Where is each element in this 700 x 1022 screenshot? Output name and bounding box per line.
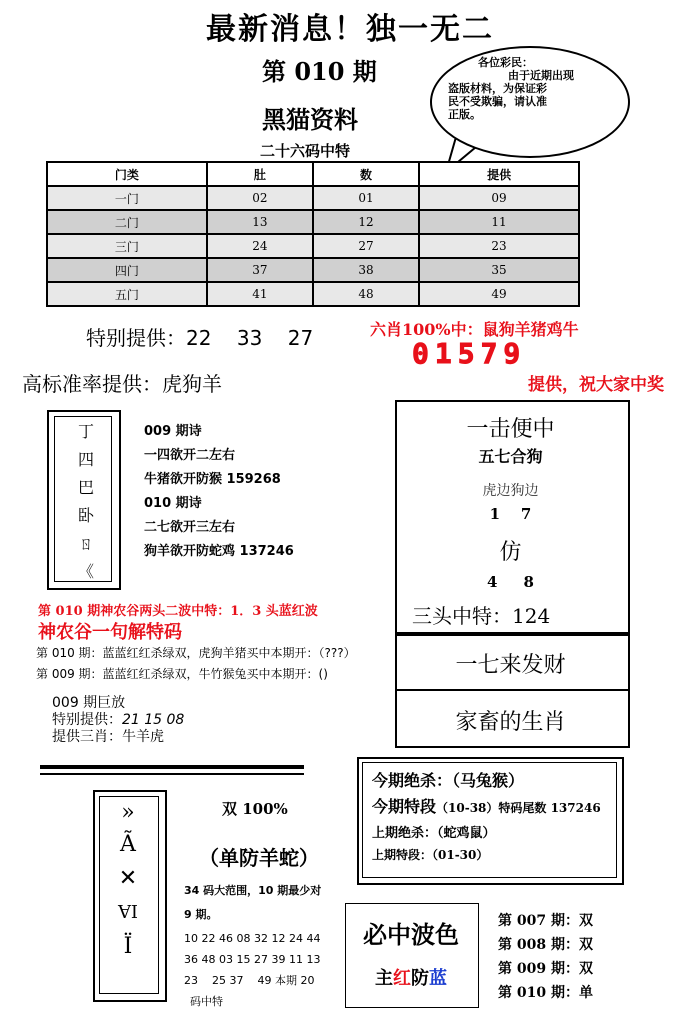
table-cell: 41 bbox=[207, 282, 313, 306]
history-item: 第 008 期：双 bbox=[498, 937, 593, 953]
big-release-line: 提供三肖：牛羊虎 bbox=[52, 729, 164, 745]
notice-line: 正版。 bbox=[448, 108, 481, 121]
shennong-headline: 第 010 期神农谷两头二波中特：1．3 头蓝红波 bbox=[38, 604, 318, 619]
symbol-glyph: » bbox=[121, 800, 135, 825]
table-cell: 23 bbox=[419, 234, 579, 258]
big-release-line bbox=[52, 712, 184, 729]
symbol-glyph: Ï bbox=[123, 934, 133, 959]
table-header-row bbox=[47, 162, 579, 186]
table-cell: 11 bbox=[419, 210, 579, 234]
shennong-title: 神农谷一句解特码 bbox=[38, 622, 182, 643]
poem-line: 010 期诗 bbox=[144, 496, 202, 511]
shennong-history: 第 010 期：蓝蓝红红杀绿双，虎狗羊猪买中本期开：（???） bbox=[36, 646, 356, 660]
table-cell: 三门 bbox=[47, 234, 207, 258]
big-release bbox=[52, 695, 184, 746]
table-header: 数 bbox=[313, 162, 419, 186]
poem-text bbox=[144, 420, 294, 564]
prediction-numbers: 4 8 bbox=[487, 573, 534, 591]
wave-fang: 防 bbox=[411, 968, 429, 989]
range-text: 9 期。 bbox=[184, 908, 218, 921]
notice-line: 盗版材料，为保证彩 bbox=[448, 82, 547, 95]
page-title: 最新消息！独一无二 bbox=[206, 12, 494, 47]
special-offer bbox=[86, 322, 313, 351]
prediction-line: 五七合狗 bbox=[478, 447, 543, 466]
glyph: 《 bbox=[77, 562, 94, 581]
featured-number: 01579 bbox=[412, 337, 527, 370]
table-row bbox=[47, 282, 579, 306]
range-text: 34 码大范围，10 期最少对 bbox=[184, 884, 322, 897]
table-cell: 一门 bbox=[47, 186, 207, 210]
number-table bbox=[46, 161, 580, 307]
kill-segment-detail: （10-38）特码尾数 137246 bbox=[436, 801, 601, 815]
kill-previous: 上期绝杀：（蛇鸡鼠） bbox=[372, 826, 496, 841]
lucky-text: 一七来发财 bbox=[455, 653, 566, 678]
prediction-line: 虎边狗边 bbox=[482, 483, 539, 499]
poem-line: 二七欲开三左右 bbox=[144, 520, 236, 535]
six-zodiac-pick: 六肖100%中：鼠狗羊猪鸡牛 bbox=[370, 320, 579, 339]
special-values: 22 33 27 bbox=[186, 326, 314, 350]
number-list bbox=[184, 928, 320, 1012]
table-cell: 二门 bbox=[47, 210, 207, 234]
table-cell: 24 bbox=[207, 234, 313, 258]
kill-previous-segment: 上期特段：（01-30） bbox=[372, 848, 489, 862]
table-cell: 01 bbox=[313, 186, 419, 210]
poem-glyph-column bbox=[76, 418, 96, 586]
glyph: ㄖ bbox=[77, 534, 94, 553]
table-caption: 二十六码中特 bbox=[260, 142, 351, 160]
table-cell: 12 bbox=[313, 210, 419, 234]
symbol-glyph: ✕ bbox=[118, 866, 138, 891]
table-row bbox=[47, 234, 579, 258]
special-label: 特别提供： bbox=[86, 326, 186, 350]
table-cell: 38 bbox=[313, 258, 419, 282]
double-pick: 双 100% bbox=[222, 800, 288, 818]
table-cell: 四门 bbox=[47, 258, 207, 282]
glyph: 巴 bbox=[77, 478, 94, 497]
prediction-fang: 仿 bbox=[499, 540, 522, 565]
glyph: 卧 bbox=[77, 506, 94, 525]
number-row: 码中特 bbox=[190, 995, 223, 1008]
kill-segment bbox=[372, 794, 601, 817]
page-subtitle: 黑猫资料 bbox=[262, 105, 358, 134]
symbol-box-inner bbox=[99, 796, 159, 994]
poem-line: 一四欲开二左右 bbox=[144, 448, 236, 463]
table-cell: 02 bbox=[207, 186, 313, 210]
shennong-history: 第 009 期：蓝蓝红红杀绿双，牛竹猴兔买中本期开：() bbox=[36, 667, 328, 681]
big-release-line: 009 期巨放 bbox=[52, 695, 126, 711]
big-release-values: 21 15 08 bbox=[122, 712, 185, 728]
table-cell: 五门 bbox=[47, 282, 207, 306]
table-cell: 49 bbox=[419, 282, 579, 306]
table-cell: 48 bbox=[313, 282, 419, 306]
table-row bbox=[47, 258, 579, 282]
table-cell: 35 bbox=[419, 258, 579, 282]
wave-color-sub bbox=[345, 964, 477, 990]
number-row: 23 25 37 49 本期 20 bbox=[184, 974, 315, 987]
glyph: 四 bbox=[77, 450, 94, 469]
table-header: 提供 bbox=[419, 162, 579, 186]
table-cell: 13 bbox=[207, 210, 313, 234]
poem-line: 009 期诗 bbox=[144, 424, 202, 439]
divider bbox=[40, 765, 304, 769]
number-row: 10 22 46 08 32 12 24 44 bbox=[184, 932, 321, 945]
good-luck-message: 提供，祝大家中奖 bbox=[528, 375, 664, 395]
table-cell: 27 bbox=[313, 234, 419, 258]
notice-text bbox=[448, 56, 608, 121]
history-item: 第 009 期：双 bbox=[498, 961, 593, 977]
poem-line: 狗羊欲开防蛇鸡 137246 bbox=[144, 544, 294, 559]
wave-red: 红 bbox=[393, 968, 411, 989]
table-cell: 37 bbox=[207, 258, 313, 282]
livestock-text: 家畜的生肖 bbox=[455, 710, 566, 735]
history-item: 第 010 期：单 bbox=[498, 985, 593, 1001]
table-header: 肚 bbox=[207, 162, 313, 186]
wave-blue: 蓝 bbox=[429, 968, 447, 989]
kill-current: 今期绝杀：（马兔猴） bbox=[372, 771, 525, 790]
single-pick: （单防羊蛇） bbox=[199, 846, 319, 870]
divider bbox=[40, 773, 304, 775]
issue-number: 第 010 期 bbox=[262, 57, 377, 86]
prediction-numbers: 1 7 bbox=[489, 505, 532, 523]
table-cell: 09 bbox=[419, 186, 579, 210]
notice-line: 民不受欺骗，请认准 bbox=[448, 95, 547, 108]
glyph: 丁 bbox=[77, 422, 94, 441]
big-release-label: 特别提供： bbox=[52, 712, 122, 728]
notice-line: 由于近期出现 bbox=[508, 69, 574, 82]
wave-color-title: 必中波色 bbox=[363, 920, 459, 949]
symbol-glyph: Ã bbox=[120, 832, 136, 857]
wave-main: 主 bbox=[375, 968, 393, 989]
symbol-glyph: ⱯI bbox=[117, 902, 139, 923]
table-header: 门类 bbox=[47, 162, 207, 186]
number-row: 36 48 03 15 27 39 11 13 bbox=[184, 953, 321, 966]
high-standard-pick: 高标准率提供：虎狗羊 bbox=[22, 372, 222, 396]
kill-segment-label: 今期特段 bbox=[372, 797, 437, 816]
prediction-title: 一击便中 bbox=[466, 417, 555, 442]
history-item: 第 007 期：双 bbox=[498, 913, 593, 929]
poem-line: 牛猪欲开防猴 159268 bbox=[144, 472, 281, 487]
three-head-pick: 三头中特：124 bbox=[412, 604, 551, 628]
table-row bbox=[47, 186, 579, 210]
table-row bbox=[47, 210, 579, 234]
notice-line: 各位彩民： bbox=[478, 56, 533, 69]
